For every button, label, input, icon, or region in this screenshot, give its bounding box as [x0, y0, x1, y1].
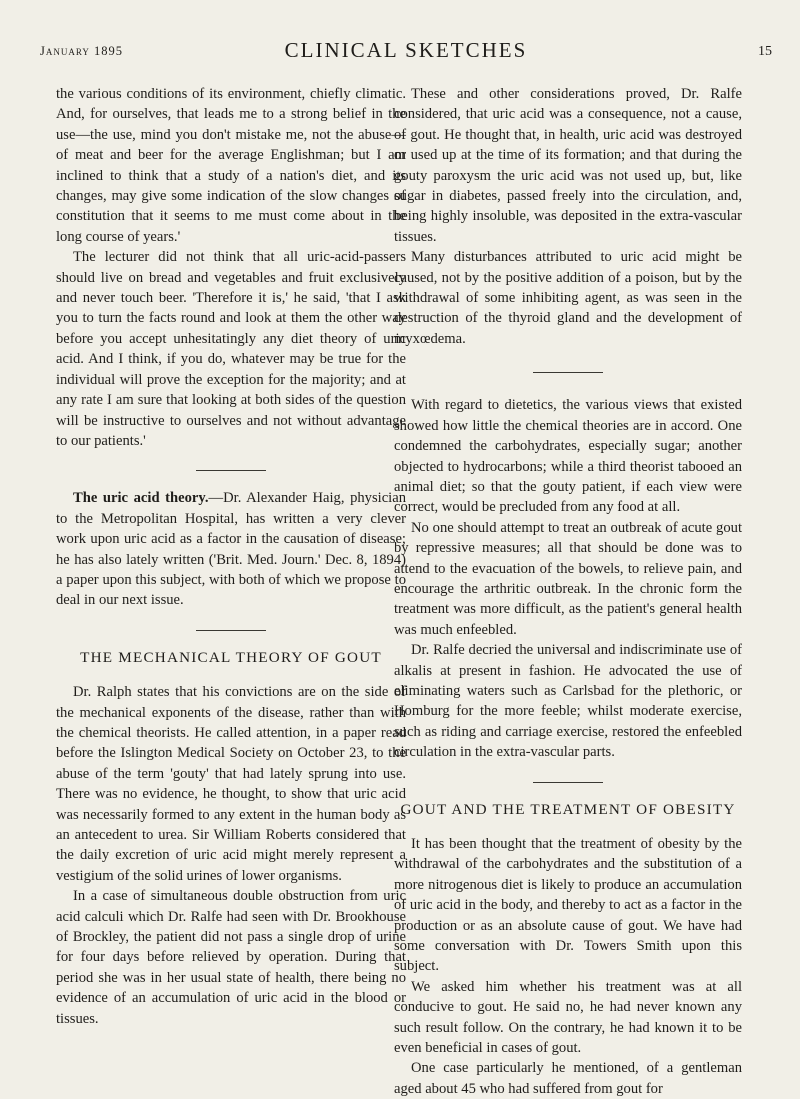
section-divider [533, 372, 603, 373]
page-header [40, 38, 772, 68]
right-column [394, 84, 742, 1099]
paragraph [56, 488, 406, 610]
section-divider [533, 782, 603, 783]
section-divider [196, 470, 266, 471]
section-heading: THE MECHANICAL THEORY OF GOUT [80, 648, 382, 666]
paragraph: The lecturer did not think that all uric-acid-passers should live on bread and vegetables and fruit exclusively and never touch beer. 'Therefore it is,' he said, 'that I ask you to turn the facts round and look at them the other way before you accept unhesitatingly any diet theory of uric acid. And I think, if you do, whatever may be true for the individual will prove the exception for the majority; and at any rate I am sure that looking at both sides of the question will be instructive to ourselves and not without advantage to our patients.' [56, 249, 406, 449]
paragraph: We asked him whether his treatment was at all conducive to gout. He said no, he had never known any such result follow. On the contrary, he had known it to be even beneficial in cases of gout. [394, 978, 742, 1057]
header-date: January 1895 [40, 44, 123, 58]
left-column [56, 84, 406, 1029]
paragraph-text: —Dr. Alexander Haig, physician to the Metropolitan Hospital, has written a very clever work upon uric acid as a factor in the causation of disease; he has also lately written ('Brit. Med. Journ.' Dec. 8, 1894) a paper upon this subject, with both of which we propose to deal in our next issue. [56, 490, 407, 609]
paragraph: These and other considerations proved, Dr. Ralfe considered, that uric acid was a consequence, not a cause, of gout. He thought that, in health, uric acid was destroyed or used up at the time of its formation; and that during the gouty paroxysm the uric acid was not used up, but, like sugar in diabetes, passed freely into the circulation, and, being highly insoluble, was deposited in the extra-vascular tissues. [394, 86, 742, 245]
running-title: CLINICAL SKETCHES [284, 38, 528, 62]
paragraph: It has been thought that the treatment of obesity by the withdrawal of the carbohydrates and the substitution of a more nitrogenous diet is likely to produce an accumulation of uric acid in the body, and thereby to act as a factor in the production or as an absolute cause of gout. We have had some conversation with Dr. Towers Smith upon this subject. [394, 836, 742, 975]
paragraph: the various conditions of its environment, chiefly climatic. And, for ourselves, that leads me to a strong belief in the use—the use, mind you don't mistake me, not the abuse—of meat and beer for the average Englishman; but I am inclined to think that a study of a nation's diet, and its changes, may give some indication of the slow changes of constitution that it seems to me must come about in the long course of years.' [56, 86, 406, 245]
section-divider [196, 630, 266, 631]
run-in-heading: The uric acid theory. [73, 490, 209, 507]
paragraph: Dr. Ralfe decried the universal and indiscriminate use of alkalis at present in fashion. He advocated the use of eliminating waters such as Carlsbad for the plethoric, or Homburg for the more feeble; whilst moderate exercise, such as riding and carriage exercise, restored the enfeebled circulation in the extra-vascular parts. [394, 642, 742, 761]
paragraph: No one should attempt to treat an outbreak of acute gout by repressive measures; all that should be done was to attend to the evacuation of the bowels, to relieve pain, and encourage the arthritic outbreak. In the chronic form the treatment was more difficult, as the patient's general health was much enfeebled. [394, 519, 742, 638]
paragraph: In a case of simultaneous double obstruction from uric acid calculi which Dr. Ralfe had seen with Dr. Brookhouse of Brockley, the patient did not pass a single drop of urine for four days before relieved by operation. During that period she was in her usual state of health, there being no evidence of an accumulation of uric acid in the blood or tissues. [56, 888, 406, 1027]
section-heading: GOUT AND THE TREATMENT OF OBESITY [400, 800, 736, 818]
paragraph: One case particularly he mentioned, of a gentleman aged about 45 who had suffered from gout for [394, 1060, 742, 1097]
paragraph: Dr. Ralph states that his convictions are on the side of the mechanical exponents of the disease, rather than with the chemical theorists. He called attention, in a paper read before the Islington Medical Society on October 23, to the abuse of the term 'gouty' that had lately sprung into use. There was no evidence, he thought, to show that uric acid was necessarily formed to any extent in the human body as an antecedent to urea. Sir William Roberts considered that the daily excretion of uric acid might merely represent a vestigium of the solid urines of lower organisms. [56, 684, 406, 884]
page-number: 15 [758, 44, 772, 59]
paragraph: Many disturbances attributed to uric acid might be caused, not by the positive addition of a poison, but by the withdrawal of some inhibiting agent, as was seen in the destruction of the thyroid gland and the development of myxœdema. [394, 249, 742, 347]
paragraph: With regard to dietetics, the various views that existed showed how little the chemical theories are in accord. One condemned the carbohydrates, especially sugar; another objected to hydrocarbons; while a third theorist tabooed an animal diet; so that the gouty patient, if each view were correct, would be precluded from any food at all. [394, 397, 742, 516]
